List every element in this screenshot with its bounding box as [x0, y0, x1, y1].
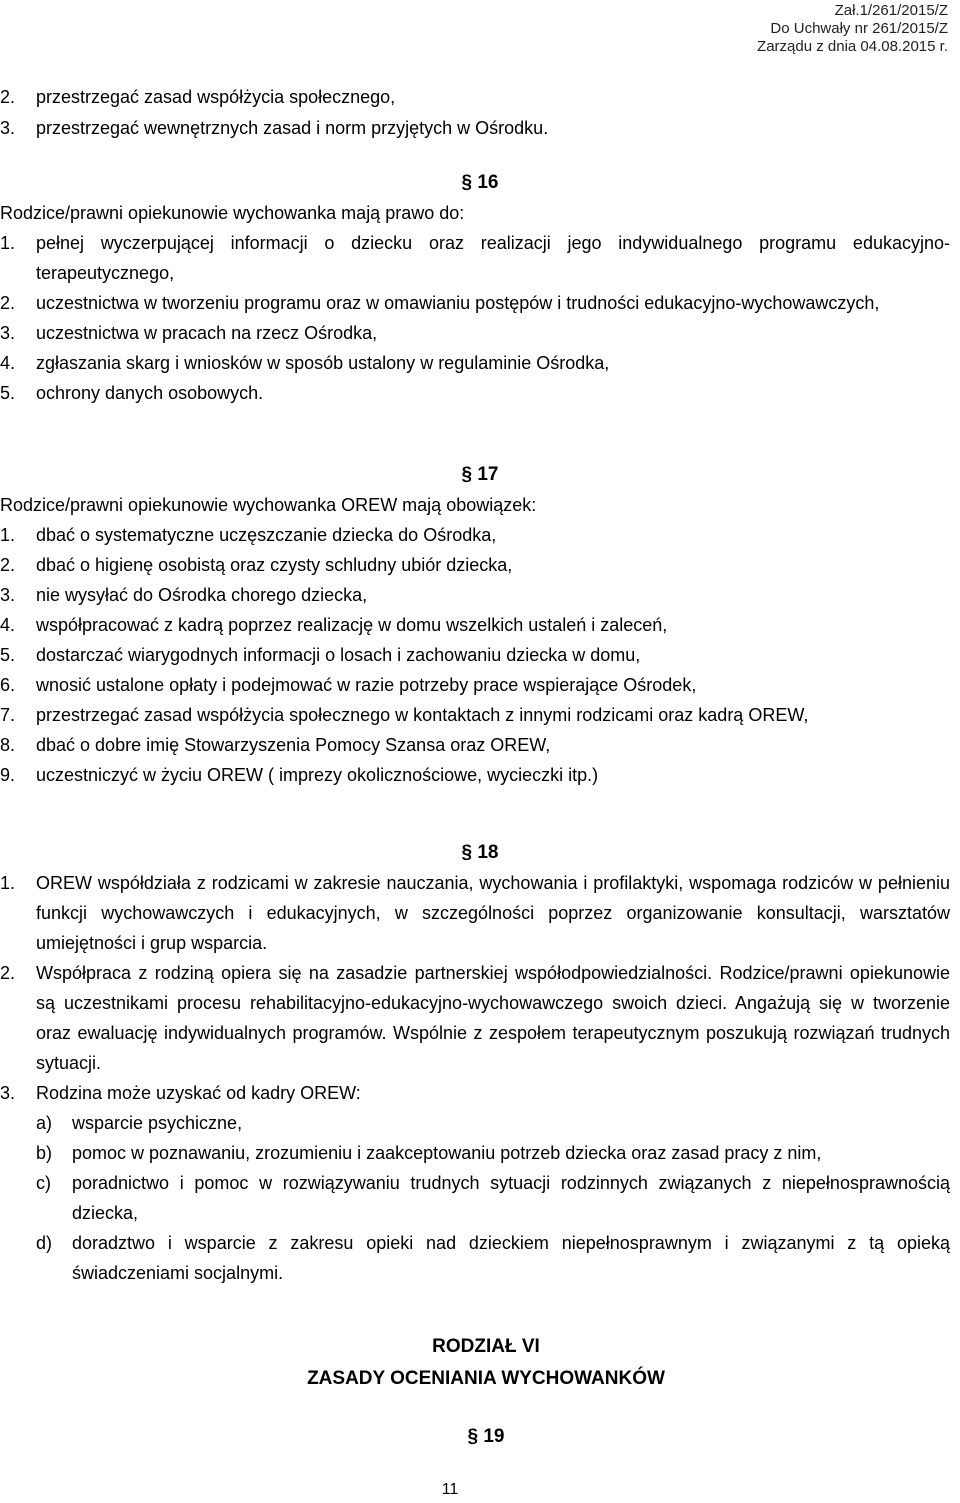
item-text: ochrony danych osobowych. — [36, 383, 264, 403]
section-number: 19 — [483, 1426, 505, 1447]
item-number: 4. — [0, 353, 16, 373]
list-item — [0, 228, 950, 288]
list-item — [0, 348, 950, 378]
item-number: 5. — [0, 383, 16, 403]
section-19-title: § 19 — [467, 1426, 505, 1447]
list-item — [0, 760, 950, 790]
sub-list-item — [0, 1228, 950, 1288]
sub-item-label: a) — [36, 1113, 53, 1133]
list-item — [0, 113, 950, 144]
list-item — [0, 610, 950, 640]
item-text: przestrzegać zasad współżycia społecznego w kontaktach z innymi rodzicami oraz kadrą OREW, — [36, 705, 809, 725]
item-text: współpracować z kadrą poprzez realizację w domu wszelkich ustaleń i zaleceń, — [36, 615, 668, 635]
item-text: przestrzegać wewnętrznych zasad i norm przyjętych w Ośrodku. — [36, 118, 549, 138]
list-item — [0, 640, 950, 670]
section-number: 17 — [477, 464, 499, 485]
item-number: 2. — [0, 293, 16, 313]
list-item — [0, 288, 950, 318]
section-16 — [0, 168, 950, 408]
attachment-ref: Zał.1/261/2015/Z — [834, 2, 948, 19]
list-item — [0, 958, 950, 1078]
item-number: 9. — [0, 765, 16, 785]
item-number: 2. — [0, 963, 16, 983]
item-text: dbać o dobre imię Stowarzyszenia Pomocy Szansa oraz OREW, — [36, 735, 551, 755]
item-number: 3. — [0, 118, 16, 138]
item-number: 5. — [0, 645, 16, 665]
item-text: uczestnictwa w pracach na rzecz Ośrodka, — [36, 323, 378, 343]
sub-item-text: poradnictwo i pomoc w rozwiązywaniu trudnych sytuacji rodzinnych związanych z niepełnosprawnością dziecka, — [72, 1173, 950, 1223]
sub-list-item — [0, 1168, 950, 1228]
list-item — [0, 580, 950, 610]
section-number: 16 — [477, 172, 499, 193]
sub-item-text: pomoc w poznawaniu, zrozumieniu i zaakceptowaniu potrzeb dziecka oraz zasad pracy z nim, — [72, 1143, 822, 1163]
section-title: § 18 — [461, 842, 499, 863]
item-number: 1. — [0, 873, 16, 893]
section-number: 18 — [477, 842, 499, 863]
list-item — [0, 1078, 950, 1108]
list-item — [0, 550, 950, 580]
item-text: pełnej wyczerpującej informacji o dziecku oraz realizacji jego indywidualnego programu edukacyjno-terapeutycznego, — [36, 233, 950, 283]
section-intro: Rodzice/prawni opiekunowie wychowanka mają prawo do: — [0, 203, 465, 223]
item-text: OREW współdziała z rodzicami w zakresie nauczania, wychowania i profilaktyki, wspomaga rodziców w pełnieniu funkcji wychowawczych i edukacyjnych, w szczególności poprzez organizowanie konsultacji, warsztatów umiejętności i grup wsparcia. — [36, 873, 950, 953]
board-date-ref: Zarządu z dnia 04.08.2015 r. — [757, 38, 948, 55]
item-number: 3. — [0, 585, 16, 605]
item-number: 2. — [0, 87, 16, 107]
sub-item-text: wsparcie psychiczne, — [72, 1113, 243, 1133]
sub-item-label: c) — [36, 1173, 51, 1193]
item-number: 4. — [0, 615, 16, 635]
chapter-title: ZASADY OCENIANIA WYCHOWANKÓW — [307, 1368, 665, 1389]
section-title: § 17 — [461, 464, 499, 485]
sub-list-item — [0, 1108, 950, 1138]
item-text: Współpraca z rodziną opiera się na zasadzie partnerskiej współodpowiedzialności. Rodzice/prawni opiekunowie są uczestnikami procesu rehabilitacyjno-edukacyjno-wychowawczego swoich dzieci. Angażują się w tworzenie oraz ewaluację indywidualnych programów. Wspólnie z zespołem terapeutycznym poszukują rozwiązań trudnych sytuacji. — [36, 963, 950, 1073]
section-intro: Rodzice/prawni opiekunowie wychowanka OREW mają obowiązek: — [0, 495, 537, 515]
item-number: 6. — [0, 675, 16, 695]
item-text: zgłaszania skarg i wniosków w sposób ustalony w regulaminie Ośrodka, — [36, 353, 610, 373]
sub-item-text: doradztwo i wsparcie z zakresu opieki nad dzieckiem niepełnosprawnym i związanymi z tą opieką świadczeniami socjalnymi. — [72, 1233, 950, 1283]
section-18 — [0, 838, 950, 1288]
section-17 — [0, 460, 950, 790]
list-item — [0, 82, 950, 113]
item-text: wnosić ustalone opłaty i podejmować w razie potrzeby prace wspierające Ośrodek, — [36, 675, 697, 695]
continued-list — [0, 82, 950, 144]
list-item — [0, 520, 950, 550]
item-text: dostarczać wiarygodnych informacji o losach i zachowaniu dziecka w domu, — [36, 645, 641, 665]
list-item — [0, 318, 950, 348]
item-number: 8. — [0, 735, 16, 755]
item-text: uczestniczyć w życiu OREW ( imprezy okolicznościowe, wycieczki itp.) — [36, 765, 599, 785]
item-number: 3. — [0, 1083, 16, 1103]
page-number: 11 — [441, 1481, 459, 1498]
list-item — [0, 670, 950, 700]
item-text: nie wysyłać do Ośrodka chorego dziecka, — [36, 585, 368, 605]
item-text: uczestnictwa w tworzeniu programu oraz w omawianiu postępów i trudności edukacyjno-wychowawczych, — [36, 293, 880, 313]
resolution-ref: Do Uchwały nr 261/2015/Z — [770, 20, 948, 37]
item-number: 3. — [0, 323, 16, 343]
sub-item-label: d) — [36, 1233, 53, 1253]
sub-list-item — [0, 1138, 950, 1168]
section-title: § 16 — [461, 172, 499, 193]
sub-item-label: b) — [36, 1143, 53, 1163]
list-item — [0, 700, 950, 730]
item-number: 2. — [0, 555, 16, 575]
item-number: 1. — [0, 525, 16, 545]
list-item — [0, 868, 950, 958]
item-number: 7. — [0, 705, 16, 725]
list-item — [0, 730, 950, 760]
item-text: Rodzina może uzyskać od kadry OREW: — [36, 1083, 361, 1103]
document-header — [708, 2, 948, 56]
list-item — [0, 378, 950, 408]
item-text: dbać o higienę osobistą oraz czysty schludny ubiór dziecka, — [36, 555, 513, 575]
chapter-number: RODZIAŁ VI — [432, 1336, 540, 1357]
item-text: przestrzegać zasad współżycia społecznego, — [36, 87, 396, 107]
item-number: 1. — [0, 233, 16, 253]
item-text: dbać o systematyczne uczęszczanie dziecka do Ośrodka, — [36, 525, 497, 545]
